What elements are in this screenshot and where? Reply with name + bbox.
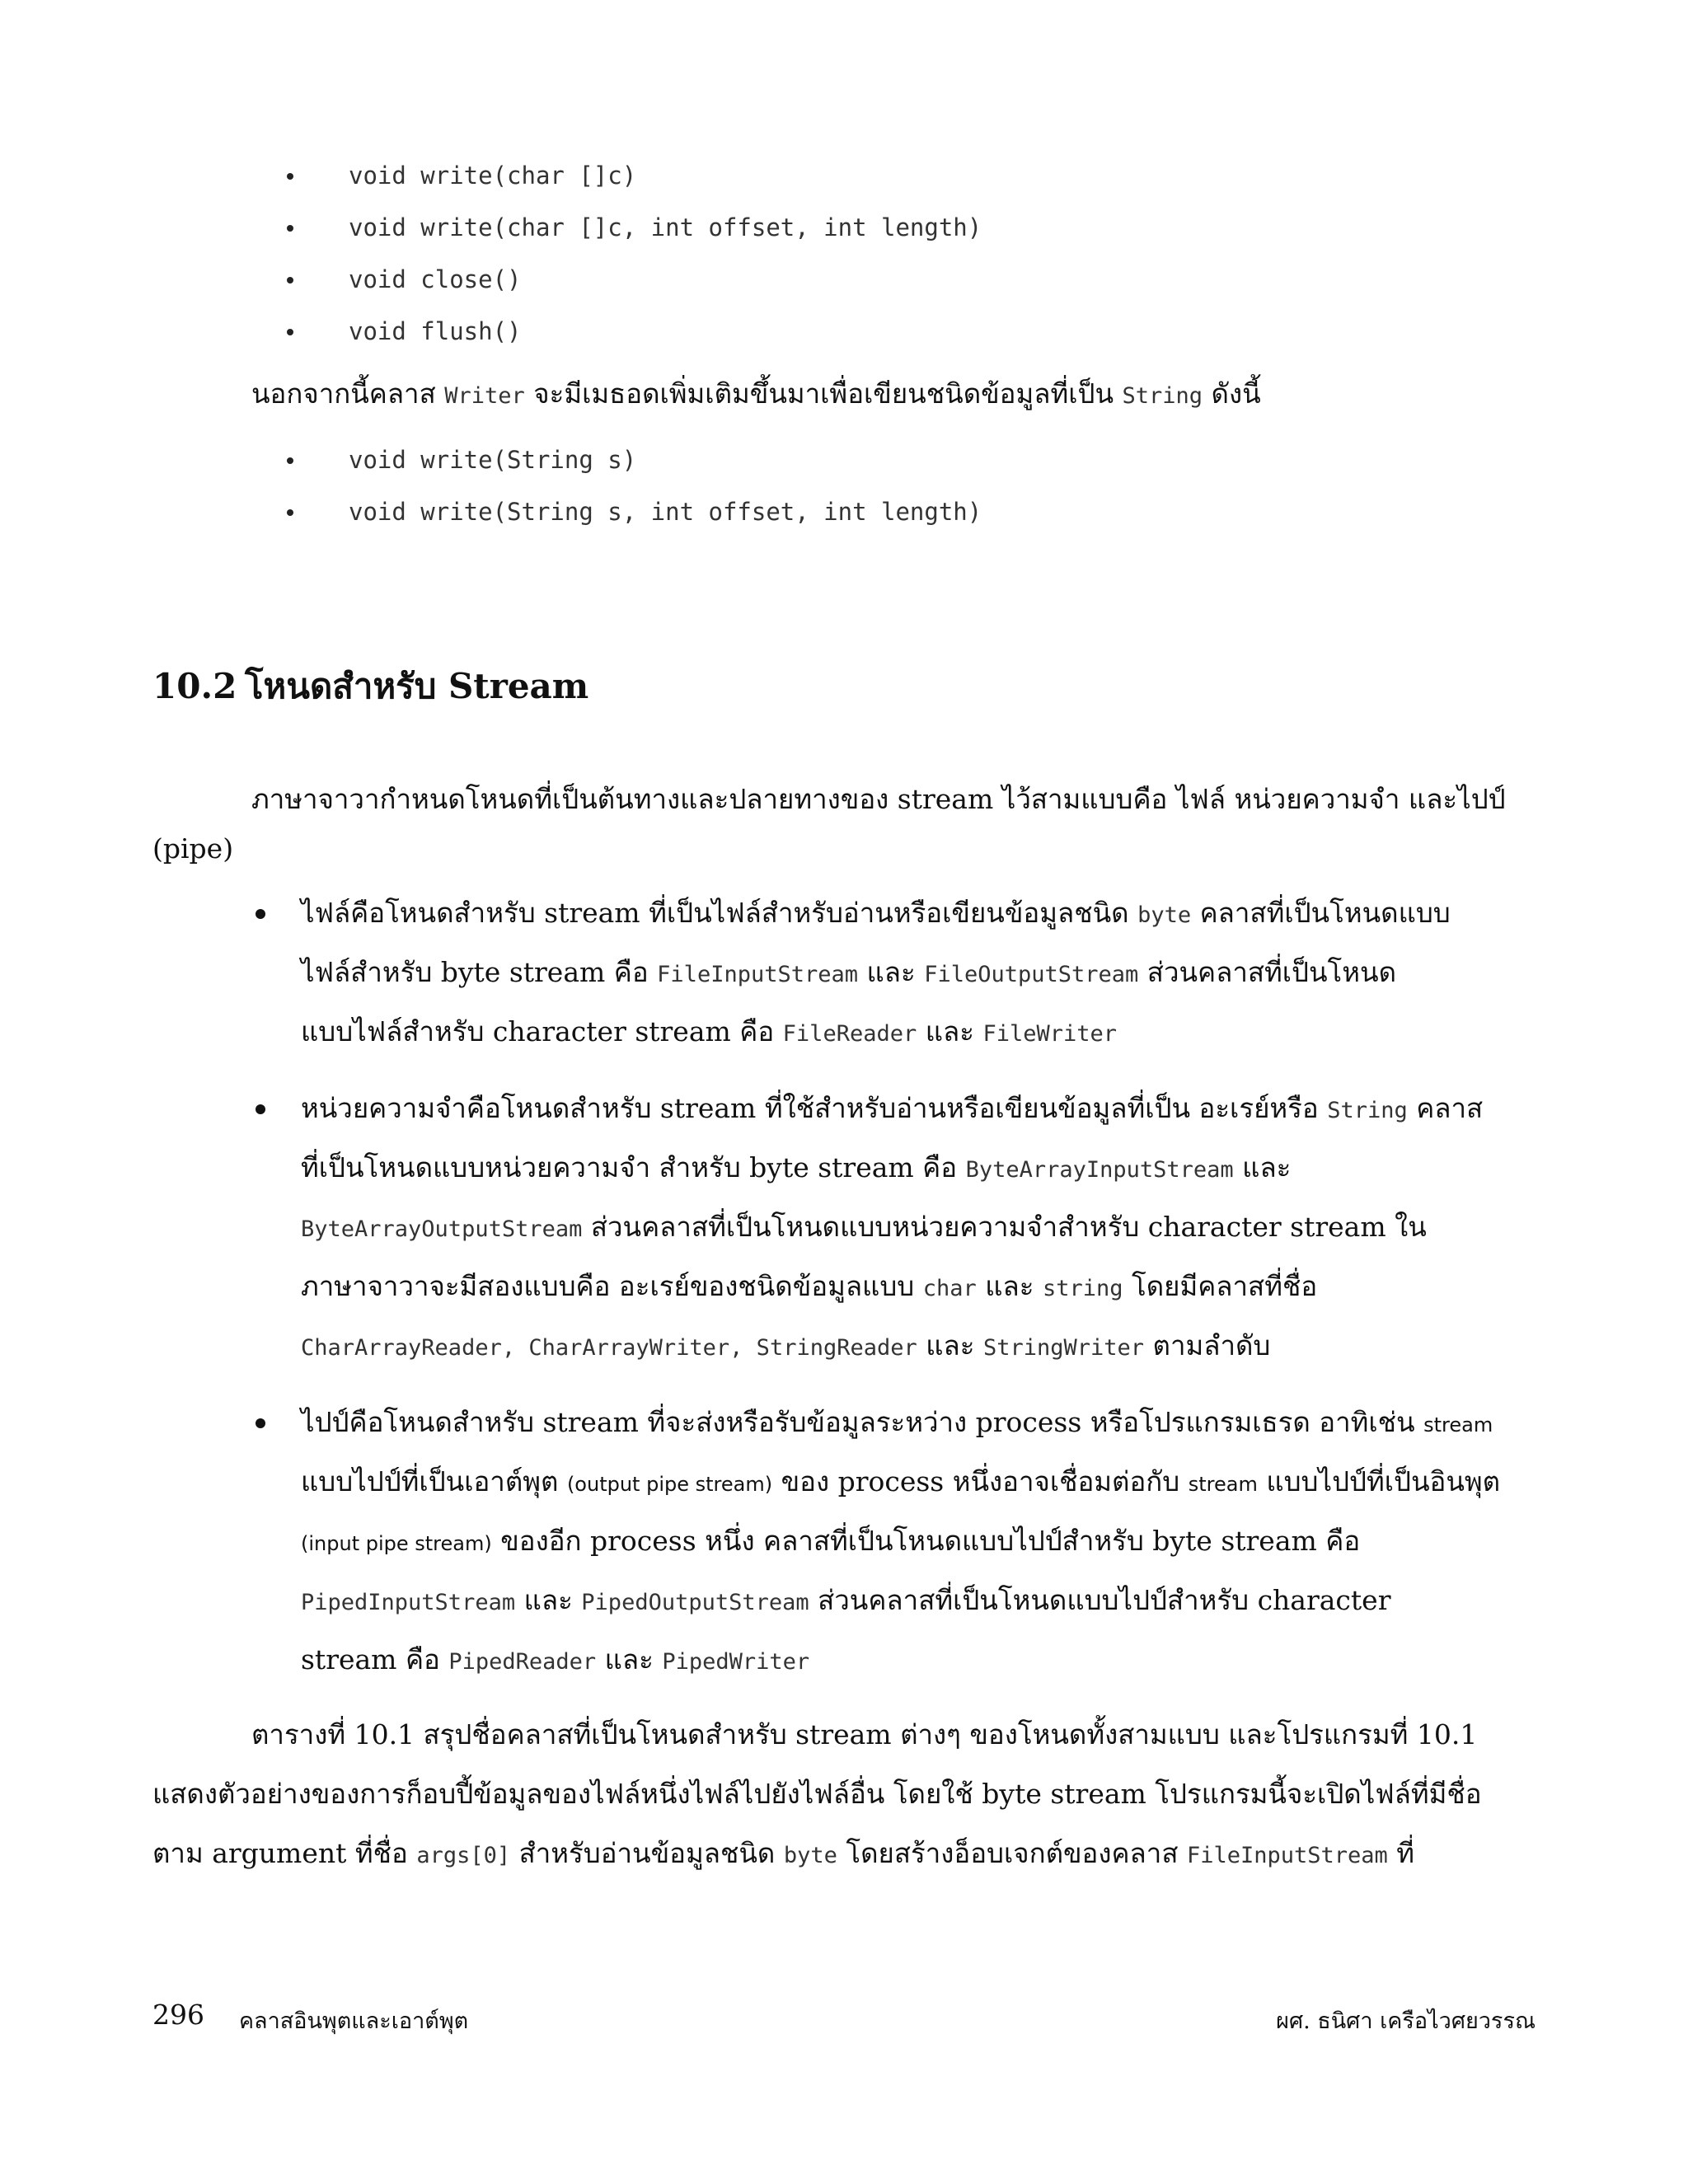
inline-code: byte (783, 1843, 837, 1868)
inline-code: FileReader (782, 1021, 917, 1047)
code-text: void flush() (349, 317, 522, 345)
text: และ (1233, 1151, 1292, 1183)
inline-code: byte (1137, 902, 1192, 928)
inline-code: PipedInputStream (301, 1590, 516, 1615)
intro-paragraph-line1: ภาษาจาวากำหนดโหนดที่เป็นต้นทางและปลายทางของ stream ไว้สามแบบคือ ไฟล์ หน่วยความจำ และไปป์ (251, 783, 1506, 815)
closing-paragraph-line3 (152, 1837, 1414, 1872)
text: โดยมีคลาสที่ชื่อ (1123, 1270, 1318, 1302)
inline-code: Writer (444, 383, 525, 409)
text: และ (596, 1643, 663, 1675)
bullet-file-line3 (301, 1015, 1117, 1051)
bullet-memory-line4 (301, 1270, 1317, 1305)
text: จะมีเมธอดเพิ่มเติมขึ้นมาเพื่อเขียนชนิดข้อมูลที่เป็น (524, 377, 1123, 410)
bullet-dot (256, 909, 265, 919)
text: คลาสที่เป็นโหนดแบบ (1191, 897, 1451, 929)
bullet-dot (287, 457, 293, 464)
bullet-dot (287, 509, 293, 516)
writer-intro-paragraph (251, 377, 1261, 413)
bullet-memory-line5 (301, 1329, 1270, 1365)
text: แบบไฟล์สำหรับ character stream คือ (301, 1015, 783, 1047)
text: ที่ (1387, 1837, 1415, 1869)
inline-code: String (1122, 383, 1203, 409)
chapter-title: คลาสอินพุตและเอาต์พุต (239, 2008, 469, 2034)
code-text: void write(char []c) (349, 162, 637, 190)
inline-code: FileInputStream (657, 962, 859, 987)
text: ไฟล์สำหรับ byte stream คือ (301, 956, 658, 988)
inline-code: char (922, 1276, 977, 1301)
text: ไปป์คือโหนดสำหรับ stream ที่จะส่งหรือรับข้อมูลระหว่าง process หรือโปรแกรมเธรด อาทิเช่น (301, 1406, 1424, 1438)
text: ดังนี้ (1203, 377, 1261, 410)
bullet-dot (287, 225, 293, 232)
code-text: void write(char []c, int offset, int length) (349, 213, 982, 241)
inline-code: CharArrayReader, CharArrayWriter, StringReader (301, 1335, 917, 1361)
inline-code: args[0] (416, 1843, 511, 1868)
text: แบบไปป์ที่เป็นอินพุต (1257, 1465, 1501, 1497)
text: และ (858, 956, 925, 988)
text: หน่วยความจำคือโหนดสำหรับ stream ที่ใช้สำหรับอ่านหรือเขียนข้อมูลที่เป็น อะเรย์หรือ (301, 1092, 1328, 1124)
text: และ (917, 1015, 983, 1047)
bullet-memory-line2 (301, 1151, 1291, 1187)
bullet-file-line1 (301, 897, 1451, 932)
author-name: ผศ. ธนิศา เครือไวศยวรรณ (1276, 2008, 1536, 2034)
bullet-memory-line1 (301, 1092, 1483, 1127)
text: ส่วนคลาสที่เป็นโหนดแบบหน่วยความจำสำหรับ character stream ใน (582, 1211, 1427, 1243)
bullet-dot (256, 1104, 265, 1114)
text: ตาม argument ที่ชื่อ (152, 1837, 417, 1869)
bullet-pipe-line3 (301, 1525, 1360, 1560)
code-text: void close() (349, 265, 522, 293)
text: และ (917, 1329, 983, 1361)
inline-code: ByteArrayInputStream (965, 1157, 1234, 1183)
bullet-pipe-line5 (301, 1643, 809, 1679)
bullet-pipe-line1 (301, 1406, 1493, 1441)
closing-paragraph-line1: ตารางที่ 10.1 สรุปชื่อคลาสที่เป็นโหนดสำหรับ stream ต่างๆ ของโหนดทั้งสามแบบ และโปรแกรมที่ 10.1 (251, 1718, 1478, 1750)
text: ตามลำดับ (1144, 1329, 1271, 1361)
inline-code: ByteArrayOutputStream (301, 1216, 583, 1242)
inline-code: FileWriter (982, 1021, 1117, 1047)
small-text: stream (1423, 1413, 1493, 1436)
page-footer (152, 1999, 1536, 2032)
intro-paragraph-line2: (pipe) (152, 832, 234, 865)
code-text: void write(String s, int offset, int length) (349, 498, 982, 526)
text: ของอีก process หนึ่ง คลาสที่เป็นโหนดแบบไปป์สำหรับ byte stream คือ (491, 1525, 1361, 1557)
bullet-file-line2 (301, 956, 1396, 991)
section-title: โหนดสำหรับ Stream (245, 666, 589, 706)
inline-code: PipedOutputStream (581, 1590, 809, 1615)
section-number: 10.2 (152, 666, 237, 706)
bullet-dot (256, 1418, 265, 1428)
small-text: stream (1188, 1473, 1258, 1496)
small-text: (input pipe stream) (301, 1532, 492, 1555)
text: ของ process หนึ่งอาจเชื่อมต่อกับ (772, 1465, 1189, 1497)
inline-code: FileOutputStream (924, 962, 1139, 987)
bullet-pipe-line4 (301, 1584, 1390, 1619)
text: โดยสร้างอ็อบเจกต์ของคลาส (837, 1837, 1187, 1869)
text: ภาษาจาวาจะมีสองแบบคือ อะเรย์ของชนิดข้อมูลแบบ (301, 1270, 923, 1302)
bullet-dot (287, 173, 293, 180)
section-heading (152, 666, 588, 707)
text: stream คือ (301, 1643, 449, 1675)
bullet-dot (287, 277, 293, 284)
text: แบบไปป์ที่เป็นเอาต์พุต (301, 1465, 567, 1497)
closing-paragraph-line2: แสดงตัวอย่างของการก็อบปี้ข้อมูลของไฟล์หนึ่งไฟล์ไปยังไฟล์อื่น โดยใช้ byte stream โปรแกรมนี้จะเปิดไฟล์ที่มีชื่อ (152, 1778, 1482, 1810)
page-number: 296 (152, 1999, 204, 2031)
inline-code: StringWriter (982, 1335, 1145, 1361)
text: ที่เป็นโหนดแบบหน่วยความจำ สำหรับ byte stream คือ (301, 1151, 966, 1183)
text: นอกจากนี้คลาส (251, 377, 445, 410)
bullet-dot (287, 329, 293, 335)
text: สำหรับอ่านข้อมูลชนิด (510, 1837, 784, 1869)
inline-code: PipedReader (448, 1649, 597, 1675)
small-text: (output pipe stream) (566, 1473, 773, 1496)
inline-code: FileInputStream (1186, 1843, 1388, 1868)
text: ส่วนคลาสที่เป็นโหนด (1138, 956, 1397, 988)
code-text: void write(String s) (349, 446, 637, 474)
bullet-pipe-line2 (301, 1465, 1500, 1501)
text: และ (976, 1270, 1043, 1302)
text: และ (515, 1584, 582, 1616)
text: ส่วนคลาสที่เป็นโหนดแบบไปป์สำหรับ character (809, 1584, 1391, 1616)
text: คลาส (1407, 1092, 1484, 1124)
inline-code: String (1327, 1098, 1408, 1123)
inline-code: PipedWriter (662, 1649, 810, 1675)
text: ไฟล์คือโหนดสำหรับ stream ที่เป็นไฟล์สำหรับอ่านหรือเขียนข้อมูลชนิด (301, 897, 1138, 929)
inline-code: string (1042, 1276, 1123, 1301)
bullet-memory-line3 (301, 1211, 1427, 1246)
